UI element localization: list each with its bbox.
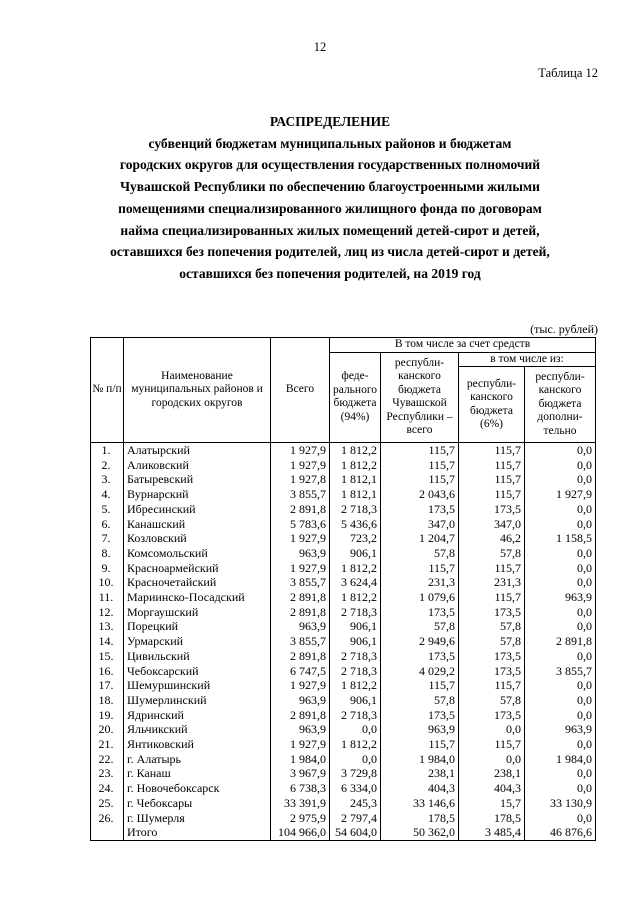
row-number: 21.	[91, 737, 124, 752]
units-note: (тыс. рублей)	[530, 322, 598, 336]
republic-total-value: 50 362,0	[381, 825, 459, 840]
table-row	[91, 678, 596, 693]
table-row	[91, 443, 596, 458]
republic-6-value: 347,0	[459, 517, 525, 532]
total-value: 2 891,8	[271, 605, 330, 620]
table-row	[91, 634, 596, 649]
federal-value: 1 812,2	[330, 458, 381, 473]
federal-value: 2 718,3	[330, 605, 381, 620]
district-name: Алатырский	[124, 443, 271, 458]
district-name: Красноармейский	[124, 561, 271, 576]
row-number: 16.	[91, 664, 124, 679]
district-name: Яльчикский	[124, 722, 271, 737]
federal-value: 906,1	[330, 634, 381, 649]
republic-6-value: 57,8	[459, 619, 525, 634]
total-value: 1 984,0	[271, 752, 330, 767]
republic-6-value: 115,7	[459, 737, 525, 752]
republic-extra-value: 1 984,0	[525, 752, 596, 767]
republic-extra-value: 3 855,7	[525, 664, 596, 679]
republic-6-value: 15,7	[459, 796, 525, 811]
federal-value: 2 797,4	[330, 811, 381, 826]
table-row	[91, 487, 596, 502]
total-row	[91, 825, 596, 840]
district-name: Аликовский	[124, 458, 271, 473]
republic-total-value: 2 949,6	[381, 634, 459, 649]
republic-6-value: 57,8	[459, 546, 525, 561]
district-name: г. Канаш	[124, 766, 271, 781]
total-value: 963,9	[271, 619, 330, 634]
republic-total-value: 404,3	[381, 781, 459, 796]
total-value: 1 927,9	[271, 458, 330, 473]
row-number: 5.	[91, 502, 124, 517]
republic-total-value: 173,5	[381, 502, 459, 517]
republic-6-value: 3 485,4	[459, 825, 525, 840]
page-number: 12	[313, 40, 327, 54]
federal-value: 1 812,2	[330, 590, 381, 605]
republic-6-value: 404,3	[459, 781, 525, 796]
table-row	[91, 546, 596, 561]
federal-value: 2 718,3	[330, 708, 381, 723]
federal-value: 2 718,3	[330, 649, 381, 664]
district-name: Янтиковский	[124, 737, 271, 752]
republic-6-value: 57,8	[459, 693, 525, 708]
republic-extra-value: 0,0	[525, 502, 596, 517]
republic-6-value: 115,7	[459, 472, 525, 487]
district-name: Комсомольский	[124, 546, 271, 561]
republic-6-value: 238,1	[459, 766, 525, 781]
table-row	[91, 693, 596, 708]
district-name: Порецкий	[124, 619, 271, 634]
republic-total-value: 2 043,6	[381, 487, 459, 502]
republic-extra-value: 0,0	[525, 472, 596, 487]
district-name: г. Новочебоксарск	[124, 781, 271, 796]
federal-value: 2 718,3	[330, 502, 381, 517]
republic-6-value: 57,8	[459, 634, 525, 649]
total-value: 963,9	[271, 546, 330, 561]
row-number: 14.	[91, 634, 124, 649]
row-number: 25.	[91, 796, 124, 811]
republic-extra-value: 1 158,5	[525, 531, 596, 546]
republic-6-value: 173,5	[459, 649, 525, 664]
row-number: 24.	[91, 781, 124, 796]
republic-total-value: 4 029,2	[381, 664, 459, 679]
republic-total-value: 57,8	[381, 619, 459, 634]
federal-value: 0,0	[330, 722, 381, 737]
title-line: оставшихся без попечения родителей, лиц из числа детей-сирот и детей,	[110, 244, 550, 260]
row-number: 3.	[91, 472, 124, 487]
republic-total-value: 115,7	[381, 678, 459, 693]
republic-total-value: 1 204,7	[381, 531, 459, 546]
republic-extra-value: 0,0	[525, 443, 596, 458]
table-row	[91, 502, 596, 517]
district-name: Чебоксарский	[124, 664, 271, 679]
republic-total-value: 963,9	[381, 722, 459, 737]
table-row	[91, 619, 596, 634]
federal-value: 245,3	[330, 796, 381, 811]
republic-extra-value: 0,0	[525, 693, 596, 708]
republic-extra-value: 963,9	[525, 722, 596, 737]
republic-extra-value: 0,0	[525, 517, 596, 532]
federal-value: 0,0	[330, 752, 381, 767]
district-name: Мариинско-Посадский	[124, 590, 271, 605]
district-name: Батыревский	[124, 472, 271, 487]
total-value: 33 391,9	[271, 796, 330, 811]
republic-extra-value: 33 130,9	[525, 796, 596, 811]
federal-value: 723,2	[330, 531, 381, 546]
row-number: 7.	[91, 531, 124, 546]
row-number: 13.	[91, 619, 124, 634]
district-name: Урмарский	[124, 634, 271, 649]
table-row	[91, 737, 596, 752]
distribution-table	[90, 337, 596, 841]
title-line: помещениями специализированного жилищного фонда по договорам	[118, 200, 542, 216]
row-number: 15.	[91, 649, 124, 664]
table-row	[91, 517, 596, 532]
total-value: 3 855,7	[271, 487, 330, 502]
title-line: оставшихся без попечения родителей, на 2019 год	[179, 265, 481, 281]
row-number: 18.	[91, 693, 124, 708]
row-number: 8.	[91, 546, 124, 561]
district-name: Вурнарский	[124, 487, 271, 502]
row-number: 17.	[91, 678, 124, 693]
title-line: субвенций бюджетам муниципальных районов и бюджетам	[148, 135, 512, 151]
republic-extra-value: 0,0	[525, 708, 596, 723]
table-row	[91, 649, 596, 664]
district-name: г. Чебоксары	[124, 796, 271, 811]
republic-total-value: 57,8	[381, 693, 459, 708]
table-row	[91, 811, 596, 826]
row-number: 22.	[91, 752, 124, 767]
total-value: 963,9	[271, 722, 330, 737]
total-value: 1 927,8	[271, 472, 330, 487]
table-row	[91, 605, 596, 620]
federal-value: 906,1	[330, 546, 381, 561]
republic-extra-value: 2 891,8	[525, 634, 596, 649]
header-num: № п/п	[91, 338, 124, 443]
federal-value: 3 624,4	[330, 575, 381, 590]
total-value: 6 738,3	[271, 781, 330, 796]
federal-value: 1 812,1	[330, 472, 381, 487]
table-row	[91, 722, 596, 737]
header-total: Всего	[271, 338, 330, 443]
republic-extra-value: 46 876,6	[525, 825, 596, 840]
total-value: 1 927,9	[271, 443, 330, 458]
table-row	[91, 472, 596, 487]
republic-6-value: 231,3	[459, 575, 525, 590]
total-value: 1 927,9	[271, 561, 330, 576]
table-row	[91, 458, 596, 473]
republic-total-value: 57,8	[381, 546, 459, 561]
republic-total-value: 173,5	[381, 649, 459, 664]
republic-6-value: 178,5	[459, 811, 525, 826]
total-value: 2 891,8	[271, 649, 330, 664]
republic-6-value: 115,7	[459, 590, 525, 605]
federal-value: 1 812,2	[330, 561, 381, 576]
total-value: 3 855,7	[271, 575, 330, 590]
header-republic-extra: республи-канского бюджета дополни-тельно	[525, 367, 596, 443]
republic-extra-value: 0,0	[525, 811, 596, 826]
table-row	[91, 664, 596, 679]
total-value: 963,9	[271, 693, 330, 708]
header-incl-from: в том числе из:	[459, 352, 596, 367]
federal-value: 1 812,2	[330, 737, 381, 752]
table-row	[91, 590, 596, 605]
republic-6-value: 46,2	[459, 531, 525, 546]
republic-total-value: 347,0	[381, 517, 459, 532]
republic-total-value: 238,1	[381, 766, 459, 781]
federal-value: 5 436,6	[330, 517, 381, 532]
republic-total-value: 115,7	[381, 443, 459, 458]
republic-extra-value: 0,0	[525, 561, 596, 576]
district-name: г. Шумерля	[124, 811, 271, 826]
republic-extra-value: 0,0	[525, 458, 596, 473]
header-name: Наименование муниципальных районов и городских округов	[124, 338, 271, 443]
republic-total-value: 178,5	[381, 811, 459, 826]
row-number: 20.	[91, 722, 124, 737]
republic-6-value: 115,7	[459, 458, 525, 473]
row-number: 6.	[91, 517, 124, 532]
header-federal: феде-ральнoго бюджета (94%)	[330, 352, 381, 443]
federal-value: 2 718,3	[330, 664, 381, 679]
republic-extra-value: 0,0	[525, 619, 596, 634]
republic-6-value: 173,5	[459, 708, 525, 723]
republic-total-value: 231,3	[381, 575, 459, 590]
table-row	[91, 575, 596, 590]
republic-total-value: 33 146,6	[381, 796, 459, 811]
table-row	[91, 561, 596, 576]
total-value: 2 891,8	[271, 708, 330, 723]
table-row	[91, 531, 596, 546]
republic-total-value: 115,7	[381, 458, 459, 473]
table-row	[91, 766, 596, 781]
row-number: 10.	[91, 575, 124, 590]
district-name: г. Алатырь	[124, 752, 271, 767]
republic-extra-value: 0,0	[525, 737, 596, 752]
republic-extra-value: 0,0	[525, 781, 596, 796]
table-row	[91, 781, 596, 796]
republic-total-value: 115,7	[381, 561, 459, 576]
federal-value: 906,1	[330, 693, 381, 708]
row-number: 23.	[91, 766, 124, 781]
federal-value: 6 334,0	[330, 781, 381, 796]
total-value: 2 891,8	[271, 590, 330, 605]
title-line: найма специализированных жилых помещений детей-сирот и детей,	[120, 222, 540, 238]
district-name: Шемуршинский	[124, 678, 271, 693]
federal-value: 1 812,1	[330, 487, 381, 502]
federal-value: 1 812,2	[330, 678, 381, 693]
total-value: 2 891,8	[271, 502, 330, 517]
district-name: Итого	[124, 825, 271, 840]
total-value: 5 783,6	[271, 517, 330, 532]
republic-total-value: 173,5	[381, 708, 459, 723]
republic-extra-value: 0,0	[525, 678, 596, 693]
row-number: 11.	[91, 590, 124, 605]
title-line: Чувашской Республики по обеспечению благоустроенными жилыми	[120, 179, 540, 195]
republic-total-value: 1 984,0	[381, 752, 459, 767]
table-row	[91, 708, 596, 723]
republic-extra-value: 0,0	[525, 766, 596, 781]
republic-6-value: 0,0	[459, 722, 525, 737]
header-incl-sources: В том числе за счет средств	[330, 338, 596, 353]
title-line: городских округов для осуществления государственных полномочий	[119, 157, 541, 173]
republic-extra-value: 0,0	[525, 546, 596, 561]
total-value: 3 855,7	[271, 634, 330, 649]
republic-6-value: 115,7	[459, 678, 525, 693]
row-number: 12.	[91, 605, 124, 620]
republic-total-value: 1 079,6	[381, 590, 459, 605]
republic-6-value: 173,5	[459, 664, 525, 679]
total-value: 1 927,9	[271, 737, 330, 752]
republic-6-value: 115,7	[459, 561, 525, 576]
district-name: Цивильский	[124, 649, 271, 664]
district-name: Ибресинский	[124, 502, 271, 517]
republic-extra-value: 963,9	[525, 590, 596, 605]
republic-6-value: 173,5	[459, 502, 525, 517]
district-name: Козловский	[124, 531, 271, 546]
total-value: 104 966,0	[271, 825, 330, 840]
total-value: 3 967,9	[271, 766, 330, 781]
republic-extra-value: 1 927,9	[525, 487, 596, 502]
district-name: Моргаушский	[124, 605, 271, 620]
republic-extra-value: 0,0	[525, 605, 596, 620]
district-name: Красночетайский	[124, 575, 271, 590]
document-title	[60, 111, 600, 285]
republic-total-value: 115,7	[381, 472, 459, 487]
table-row	[91, 752, 596, 767]
federal-value: 1 812,2	[330, 443, 381, 458]
row-number	[91, 825, 124, 840]
row-number: 1.	[91, 443, 124, 458]
republic-total-value: 173,5	[381, 605, 459, 620]
republic-6-value: 115,7	[459, 443, 525, 458]
table-label: Таблица 12	[538, 66, 598, 80]
republic-6-value: 173,5	[459, 605, 525, 620]
row-number: 26.	[91, 811, 124, 826]
republic-total-value: 115,7	[381, 737, 459, 752]
total-value: 6 747,5	[271, 664, 330, 679]
federal-value: 54 604,0	[330, 825, 381, 840]
republic-6-value: 0,0	[459, 752, 525, 767]
total-value: 2 975,9	[271, 811, 330, 826]
table-row	[91, 796, 596, 811]
district-name: Шумерлинский	[124, 693, 271, 708]
district-name: Ядринский	[124, 708, 271, 723]
row-number: 9.	[91, 561, 124, 576]
republic-6-value: 115,7	[459, 487, 525, 502]
total-value: 1 927,9	[271, 678, 330, 693]
republic-extra-value: 0,0	[525, 649, 596, 664]
row-number: 4.	[91, 487, 124, 502]
row-number: 2.	[91, 458, 124, 473]
republic-extra-value: 0,0	[525, 575, 596, 590]
federal-value: 3 729,8	[330, 766, 381, 781]
federal-value: 906,1	[330, 619, 381, 634]
row-number: 19.	[91, 708, 124, 723]
title-main: РАСПРЕДЕЛЕНИЕ	[269, 114, 391, 129]
header-republic-6: республи-канского бюджета (6%)	[459, 367, 525, 443]
district-name: Канашский	[124, 517, 271, 532]
total-value: 1 927,9	[271, 531, 330, 546]
header-republic-total: республи-канского бюджета Чувашской Республики – всего	[381, 352, 459, 443]
